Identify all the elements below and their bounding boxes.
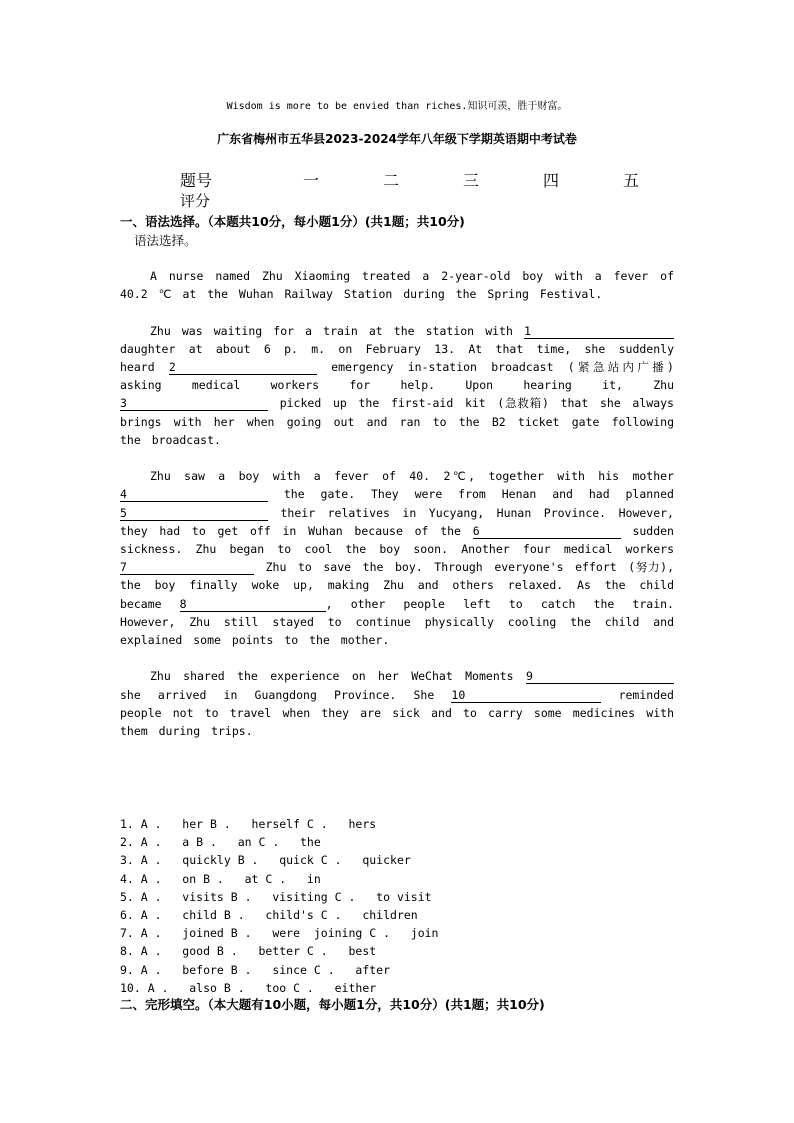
passage-text: Zhu shared the experience on her WeChat Moments <box>150 669 514 684</box>
blank-6[interactable]: 6 <box>473 524 621 539</box>
section-1-subheading: 语法选择。 <box>134 233 197 248</box>
motto: Wisdom is more to be envied than riches.知识可羡，胜于财富。 <box>226 101 568 112</box>
answer-options <box>120 815 439 997</box>
score-col-3: 三 <box>463 171 480 190</box>
score-col-4: 四 <box>543 171 560 190</box>
blank-8[interactable]: 8 <box>180 597 326 612</box>
passage-text: , other people left to catch the train. However, Zhu still stayed to continue physically cooling the child and explained some points to the mother. <box>120 596 674 648</box>
passage-text: Zhu to save the boy. Through everyone's effort (努力), the boy finally woke up, making Zhu and others relaxed. As the child became <box>120 560 674 611</box>
option-row-2[interactable]: 2. A . a B . an C . the <box>120 835 321 850</box>
exam-title: 广东省梅州市五华县2023-2024学年八年级下学期英语期中考试卷 <box>217 132 577 146</box>
blank-7[interactable]: 7 <box>120 560 254 575</box>
passage-paragraph-3 <box>120 467 674 649</box>
option-row-1[interactable]: 1. A . her B . herself C . hers <box>120 817 377 831</box>
score-col-1: 一 <box>303 171 320 190</box>
passage-paragraph-4 <box>120 667 674 740</box>
option-row-10[interactable]: 10. A . also B . too C . either <box>120 980 377 995</box>
option-row-6[interactable]: 6. A . child B . child's C . children <box>120 908 418 923</box>
passage-text: picked up the first-aid kit (急救箱) that she always brings with her when going out and ran to the B2 ticket gate following the broadcast. <box>120 396 674 447</box>
passage-paragraph-1 <box>120 267 674 303</box>
passage-text: the gate. They were from Henan and had planned <box>283 487 674 502</box>
passage <box>120 267 674 758</box>
blank-3[interactable]: 3 <box>120 396 268 411</box>
score-col-2: 二 <box>383 171 400 190</box>
score-col-5: 五 <box>623 171 640 190</box>
passage-text: sudden sickness. Zhu began to cool the boy soon. Another four medical workers <box>120 523 674 557</box>
passage-text: emergency in-station broadcast (紧急站内广播) asking medical workers for help. Upon hearing it, Zhu <box>120 360 674 393</box>
option-row-5[interactable]: 5. A . visits B . visiting C . to visit <box>120 889 432 904</box>
option-row-4[interactable]: 4. A . on B . at C . in <box>120 871 321 886</box>
score-header-label: 题号 <box>180 171 213 190</box>
option-row-3[interactable]: 3. A . quickly B . quick C . quicker <box>120 853 411 868</box>
blank-2[interactable]: 2 <box>169 360 317 375</box>
blank-10[interactable]: 10 <box>451 688 601 703</box>
passage-text: Zhu saw a boy with a fever of 40. 2℃, together with his mother <box>150 469 674 484</box>
blank-1[interactable]: 1 <box>524 324 674 339</box>
passage-text: A nurse named Zhu Xiaoming treated a 2-year-old boy with a fever of 40.2 ℃ at the Wuhan Railway Station during the Spring Festival. <box>120 269 674 302</box>
blank-4[interactable]: 4 <box>120 487 268 502</box>
passage-text: their relatives in Yucyang, Hunan Province. However, they had to get off in Wuhan because of the <box>120 505 674 538</box>
blank-5[interactable]: 5 <box>120 506 268 521</box>
option-row-9[interactable]: 9. A . before B . since C . after <box>120 962 391 977</box>
option-row-7[interactable]: 7. A . joined B . were joining C . join <box>120 926 439 941</box>
passage-text: reminded people not to travel when they are sick and to carry some medicines with them during trips. <box>120 687 674 739</box>
passage-paragraph-2 <box>120 322 674 449</box>
passage-text: she arrived in Guangdong Province. She <box>120 687 435 702</box>
option-row-8[interactable]: 8. A . good B . better C . best <box>120 944 377 959</box>
blank-9[interactable]: 9 <box>526 669 674 684</box>
passage-text: Zhu was waiting for a train at the station with <box>150 323 513 338</box>
score-row-label: 评分 <box>180 192 211 210</box>
passage-text: daughter at about 6 p. m. on February 13. At that time, she suddenly heard <box>120 341 674 374</box>
section-1-heading: 一、语法选择。（本题共10分，每小题1分）(共1题；共10分) <box>120 214 465 229</box>
section-2-heading: 二、完形填空。（本大题有10小题，每小题1分，共10分）(共1题；共10分) <box>120 997 545 1012</box>
